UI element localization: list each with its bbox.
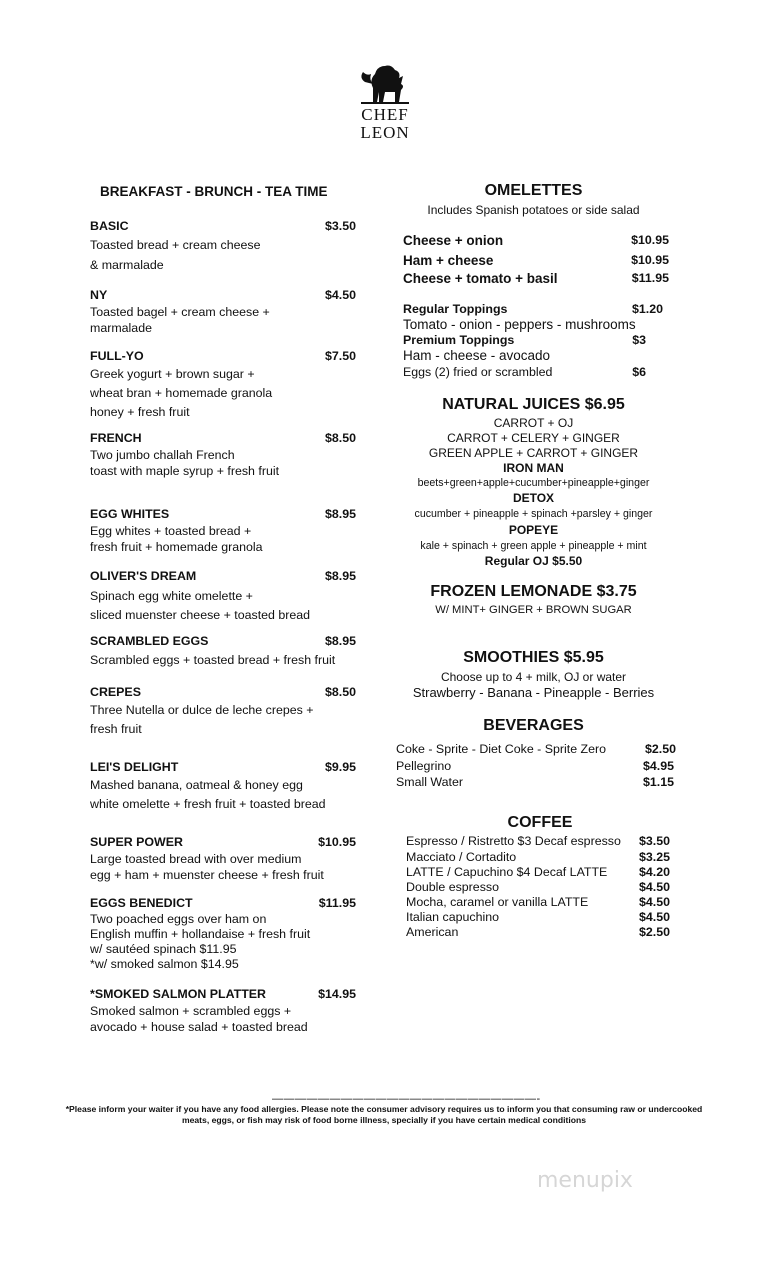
regular-toppings-price: $1.20: [631, 302, 663, 316]
item-desc: Egg whites + toasted bread + fresh fruit + homemade granola: [90, 523, 263, 554]
item-price: $2.50: [644, 742, 676, 756]
juice-line: GREEN APPLE + CARROT + GINGER: [428, 446, 639, 460]
coffee-item: [406, 880, 670, 894]
item-price: $4.95: [642, 759, 674, 773]
menu-item: [90, 430, 356, 480]
item-desc: Scrambled eggs + toasted bread + fresh fruit: [90, 652, 336, 667]
item-name: Small Water: [396, 775, 464, 789]
item-name: LATTE / Capuchino $4 Decaf LATTE: [406, 865, 608, 879]
item-name: *SMOKED SALMON PLATTER: [90, 987, 266, 1001]
menu-item: [90, 633, 356, 668]
item-price: $3.25: [638, 850, 670, 864]
item-name: EGGS BENEDICT: [90, 896, 193, 910]
item-price: $9.95: [324, 760, 356, 774]
coffee-item: [406, 865, 670, 879]
item-desc: Large toasted bread with over medium egg + ham + muenster cheese + fresh fruit: [90, 851, 324, 882]
coffee-item: [406, 834, 670, 848]
item-price: $4.50: [638, 910, 670, 924]
item-name: Ham + cheese: [403, 253, 494, 268]
beverage-item: [396, 759, 674, 773]
smoothies-line: Choose up to 4 + milk, OJ or water: [440, 670, 627, 684]
juices-title: NATURAL JUICES $6.95: [442, 396, 625, 413]
logo-line-1: CHEF: [361, 105, 409, 124]
coffee-item: [406, 925, 670, 939]
item-name: Cheese + onion: [403, 233, 504, 248]
item-price: $4.50: [638, 895, 670, 909]
eggs-row: [403, 365, 646, 379]
watermark: menupix: [537, 1168, 633, 1193]
item-desc: Greek yogurt + brown sugar + wheat bran + homemade granola honey + fresh fruit: [90, 366, 273, 419]
item-name: American: [406, 925, 459, 939]
item-name: Double espresso: [406, 880, 499, 894]
coffee-item: [406, 850, 670, 864]
item-desc: Toasted bread + cream cheese & marmalade: [90, 237, 261, 272]
item-price: $8.95: [324, 507, 356, 521]
item-price: $11.95: [631, 271, 669, 285]
juice-name: IRON MAN: [503, 461, 564, 475]
item-name: NY: [90, 288, 108, 302]
juice-desc: kale + spinach + green apple + pineapple + mint: [420, 540, 647, 552]
item-price: $8.95: [324, 634, 356, 648]
chef-leon-logo: [340, 62, 430, 142]
item-name: FRENCH: [90, 431, 142, 445]
regular-toppings-list: Tomato - onion - peppers - mushrooms: [403, 317, 636, 332]
item-name: Coke - Sprite - Diet Coke - Sprite Zero: [396, 742, 607, 756]
premium-toppings: [403, 333, 646, 347]
eggs-label: Eggs (2) fried or scrambled: [403, 365, 553, 379]
section-title: BREAKFAST - BRUNCH - TEA TIME: [100, 184, 328, 199]
item-desc: Two jumbo challah French toast with maple syrup + fresh fruit: [90, 447, 280, 478]
item-price: $2.50: [638, 925, 670, 939]
regular-toppings: [403, 302, 663, 316]
item-name: OLIVER'S DREAM: [90, 569, 197, 583]
premium-toppings-price: $3: [632, 333, 646, 347]
omelette-item: [403, 233, 669, 248]
item-price: $7.50: [324, 349, 356, 363]
beverage-item: [396, 775, 674, 789]
item-price: $8.50: [324, 685, 356, 699]
menu-item: [90, 348, 356, 422]
menu-item: [90, 684, 356, 739]
omelette-item: [403, 271, 669, 286]
item-name: BASIC: [90, 219, 129, 233]
item-desc: Toasted bagel + cream cheese + marmalade: [90, 304, 270, 335]
item-desc: Two poached eggs over ham on English muffin + hollandaise + fresh fruit w/ sautéed spinach $11.95 *w/ smoked salmon $14.95: [90, 911, 311, 972]
juice-desc: beets+green+apple+cucumber+pineapple+ginger: [417, 477, 650, 489]
item-price: $1.15: [642, 775, 674, 789]
coffee-item: [406, 895, 670, 909]
coffee-item: [406, 910, 670, 924]
omelettes-title: OMELETTES: [484, 182, 583, 199]
menu-item: [90, 986, 356, 1036]
item-desc: Smoked salmon + scrambled eggs + avocado + house salad + toasted bread: [90, 1003, 308, 1034]
lemonade-title: FROZEN LEMONADE $3.75: [430, 583, 637, 600]
lemonade-desc: W/ MINT+ GINGER + BROWN SUGAR: [435, 604, 632, 616]
item-price: $4.50: [638, 880, 670, 894]
item-name: Cheese + tomato + basil: [403, 271, 558, 286]
menu-item: [90, 506, 356, 556]
menu-item: [90, 759, 356, 814]
juice-name: DETOX: [512, 491, 555, 505]
item-desc: Three Nutella or dulce de leche crepes + fresh fruit: [90, 702, 314, 736]
menu-item: [90, 218, 356, 275]
item-name: LEI'S DELIGHT: [90, 760, 179, 774]
eggs-price: $6: [632, 365, 646, 379]
menu-item: [90, 287, 356, 337]
premium-toppings-list: Ham - cheese - avocado: [403, 348, 551, 363]
item-price: $4.50: [324, 288, 356, 302]
item-name: SUPER POWER: [90, 835, 183, 849]
juice-line: CARROT + OJ: [493, 416, 574, 430]
coffee-title: COFFEE: [507, 814, 573, 831]
beverages-title: BEVERAGES: [483, 717, 584, 734]
smoothies-flavors: Strawberry - Banana - Pineapple - Berries: [412, 685, 655, 700]
item-price: $10.95: [318, 835, 356, 849]
item-price: $4.20: [638, 865, 670, 879]
juice-line: CARROT + CELERY + GINGER: [447, 431, 620, 445]
regular-oj: Regular OJ $5.50: [484, 554, 583, 568]
menu-item: [90, 834, 356, 884]
smoothies-title: SMOOTHIES $5.95: [463, 649, 604, 666]
item-name: Pellegrino: [396, 759, 452, 773]
item-name: SCRAMBLED EGGS: [90, 634, 209, 648]
item-price: $3.50: [638, 834, 670, 848]
regular-toppings-label: Regular Toppings: [403, 302, 508, 316]
omelettes-subtitle: Includes Spanish potatoes or side salad: [427, 203, 640, 217]
footer-divider: ———————————————————————-: [272, 1093, 541, 1105]
item-price: $10.95: [631, 233, 669, 247]
allergy-note: *Please inform your waiter if you have any food allergies. Please note the consumer advisory requires us to inform you that consuming raw or undercooked meats, eggs, or fish may risk of food borne illness, specially if you have certain medical conditions: [65, 1104, 703, 1125]
item-name: FULL-YO: [90, 349, 144, 363]
item-name: Macciato / Cortadito: [406, 850, 517, 864]
item-price: $8.50: [324, 431, 356, 445]
item-price: $8.95: [324, 569, 356, 583]
item-name: Mocha, caramel or vanilla LATTE: [406, 895, 589, 909]
item-price: $14.95: [318, 987, 356, 1001]
omelette-item: [403, 253, 669, 268]
juice-desc: cucumber + pineapple + spinach +parsley + ginger: [414, 508, 653, 520]
item-desc: Spinach egg white omelette + sliced muenster cheese + toasted bread: [90, 588, 311, 622]
item-price: $10.95: [631, 253, 669, 267]
item-name: Espresso / Ristretto $3 Decaf espresso: [406, 834, 621, 848]
logo-line-2: LEON: [360, 123, 410, 142]
item-name: Italian capuchino: [406, 910, 499, 924]
item-desc: Mashed banana, oatmeal & honey egg white omelette + fresh fruit + toasted bread: [90, 777, 326, 811]
beverage-item: [396, 742, 676, 756]
item-price: $11.95: [318, 896, 356, 910]
item-name: CREPES: [90, 685, 141, 699]
menu-item: [90, 568, 356, 625]
premium-toppings-label: Premium Toppings: [403, 333, 515, 347]
lion-icon: [355, 62, 415, 106]
item-price: $3.50: [324, 219, 356, 233]
item-name: EGG WHITES: [90, 507, 170, 521]
juice-name: POPEYE: [508, 523, 559, 537]
menu-item: [90, 895, 356, 973]
